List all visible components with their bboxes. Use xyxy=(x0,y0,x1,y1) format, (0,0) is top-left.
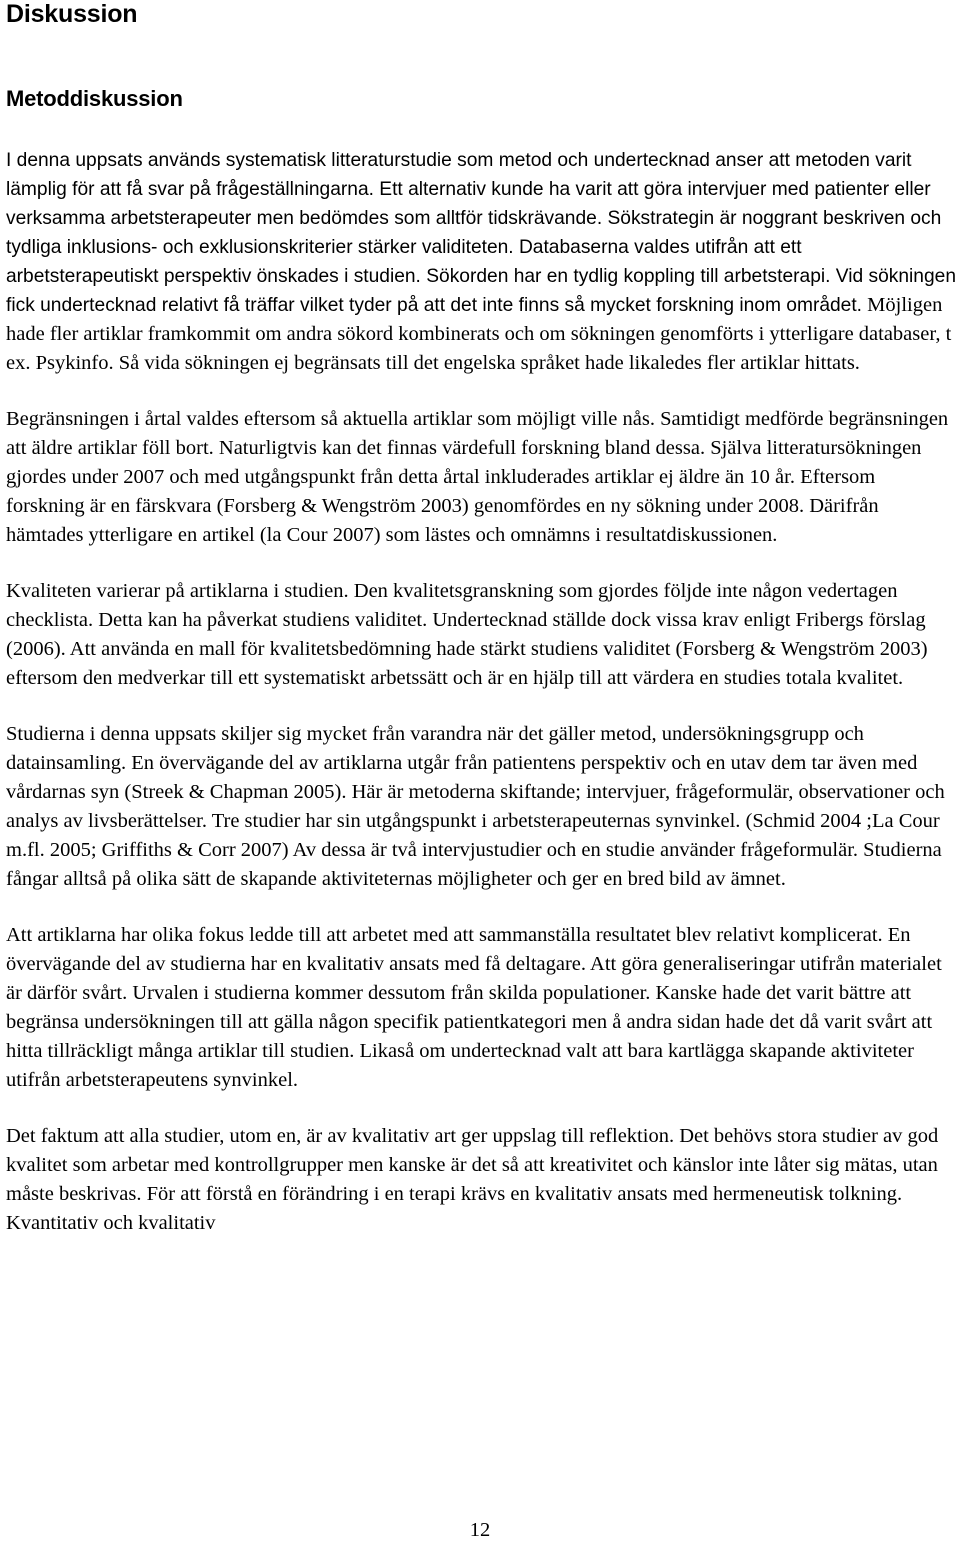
paragraph-text-segment: Studierna i denna uppsats skiljer sig mycket från varandra när det gäller metod, undersökningsgrupp och datainsamling. En övervägande del av artiklarna utgår från patientens perspektiv och en utav dem tar även med vårdarnas syn (Streek & Chapman 2005). Här är metoderna skiftande; intervjuer, frågeformulär, observationer och analys av livsberättelser. Tre studier har sin utgångspunkt i arbetsterapeuternas synvinkel. (Schmid 2004 ;La Cour m.fl. 2005; Griffiths & Corr 2007) Av dessa är två intervjustudier och en studie använder frågeformulär. Studierna fångar alltså på olika sätt de skapande aktiviteternas möjligheter och ger en bred bild av ämnet. xyxy=(6,723,945,890)
section-title: Metoddiskussion xyxy=(6,86,183,111)
paragraph-focus xyxy=(6,921,958,1095)
paragraph-method-choice xyxy=(6,146,958,378)
paragraph-text-segment: Begränsningen i årtal valdes eftersom så aktuella artiklar som möjligt ville nås. Samtidigt medförde begränsningen att äldre artiklar föll bort. Naturligtvis kan det finnas värdefull forskning bland dessa. Själva litteratursökningen gjordes under 2007 och med utgångspunkt från detta årtal inkluderades artiklar ej äldre än 10 år. Eftersom forskning är en färskvara (Forsberg & Wengström 2003) genomfördes en ny sökning under 2008. Därifrån hämtades ytterligare en artikel (la Cour 2007) som lästes och omnämns i resultatdiskussionen. xyxy=(6,408,949,546)
document-title: Diskussion xyxy=(6,0,138,28)
paragraph-year-limitation xyxy=(6,405,958,550)
paragraph-text-segment: I denna uppsats används systematisk litteraturstudie som metod och undertecknad anser att metoden varit lämplig för att få svar på frågeställningarna. Ett alternativ kunde ha varit att göra intervjuer med patienter eller verksamma arbetsterapeuter men bedömdes som alltför tidskrävande. Sökstrategin är noggrant beskriven och tydliga inklusions- och exklusionskriterier stärker validiteten. Databaserna valdes utifrån att ett arbetsterapeutiskt perspektiv önskades i studien. Sökorden har en tydlig koppling till arbetsterapi. Vid sökningen fick undertecknad relativt få träffar vilket tyder på att det inte finns så mycket forskning inom området. xyxy=(6,150,956,316)
paragraph-quality xyxy=(6,577,958,693)
paragraph-text-segment: Kvaliteten varierar på artiklarna i studien. Den kvalitetsgranskning som gjordes följde inte någon vedertagen checklista. Detta kan ha påverkat studiens validitet. Undertecknad ställde dock vissa krav enligt Fribergs förslag (2006). Att använda en mall för kvalitetsbedömning hade stärkt studiens validitet (Forsberg & Wengström 2003) eftersom den medverkar till ett systematiskt arbetssätt och är en hjälp till att värdera en studies totala kvalitet. xyxy=(6,580,928,689)
page-number: 12 xyxy=(469,1519,491,1541)
document-page xyxy=(6,0,958,1238)
paragraph-text-segment: Möjligen hade fler artiklar framkommit om andra sökord kombinerats och om sökningen genomförts i ytterligare databaser, t ex. Psykinfo. Så vida sökningen ej begränsats till det engelska språket hade likaledes fler artiklar hittats. xyxy=(6,294,952,374)
paragraph-qualitative xyxy=(6,1122,958,1238)
paragraph-text-segment: Det faktum att alla studier, utom en, är av kvalitativ art ger uppslag till reflektion. Det behövs stora studier av god kvalitet som arbetar med kontrollgrupper men kanske är det så att kreativitet och känslor inte låter sig mätas, utan måste beskrivas. För att förstå en förändring i en terapi krävs en kvalitativ ansats med hermeneutisk tolkning. Kvantitativ och kvalitativ xyxy=(6,1125,939,1234)
paragraph-study-differences xyxy=(6,720,958,894)
paragraph-text-segment: Att artiklarna har olika fokus ledde till att arbetet med att sammanställa resultatet blev relativt komplicerat. En övervägande del av studierna har en kvalitativ ansats med få deltagare. Att göra generaliseringar utifrån materialet är därför svårt. Urvalen i studierna kommer dessutom från skilda populationer. Kanske hade det varit bättre att begränsa undersökningen till att gälla någon specifik patientkategori men å andra sidan hade det då varit svårt att hitta tillräckligt många artiklar till studien. Likaså om undertecknad valt att bara kartlägga skapande aktiviteter utifrån arbetsterapeutens synvinkel. xyxy=(6,924,942,1091)
